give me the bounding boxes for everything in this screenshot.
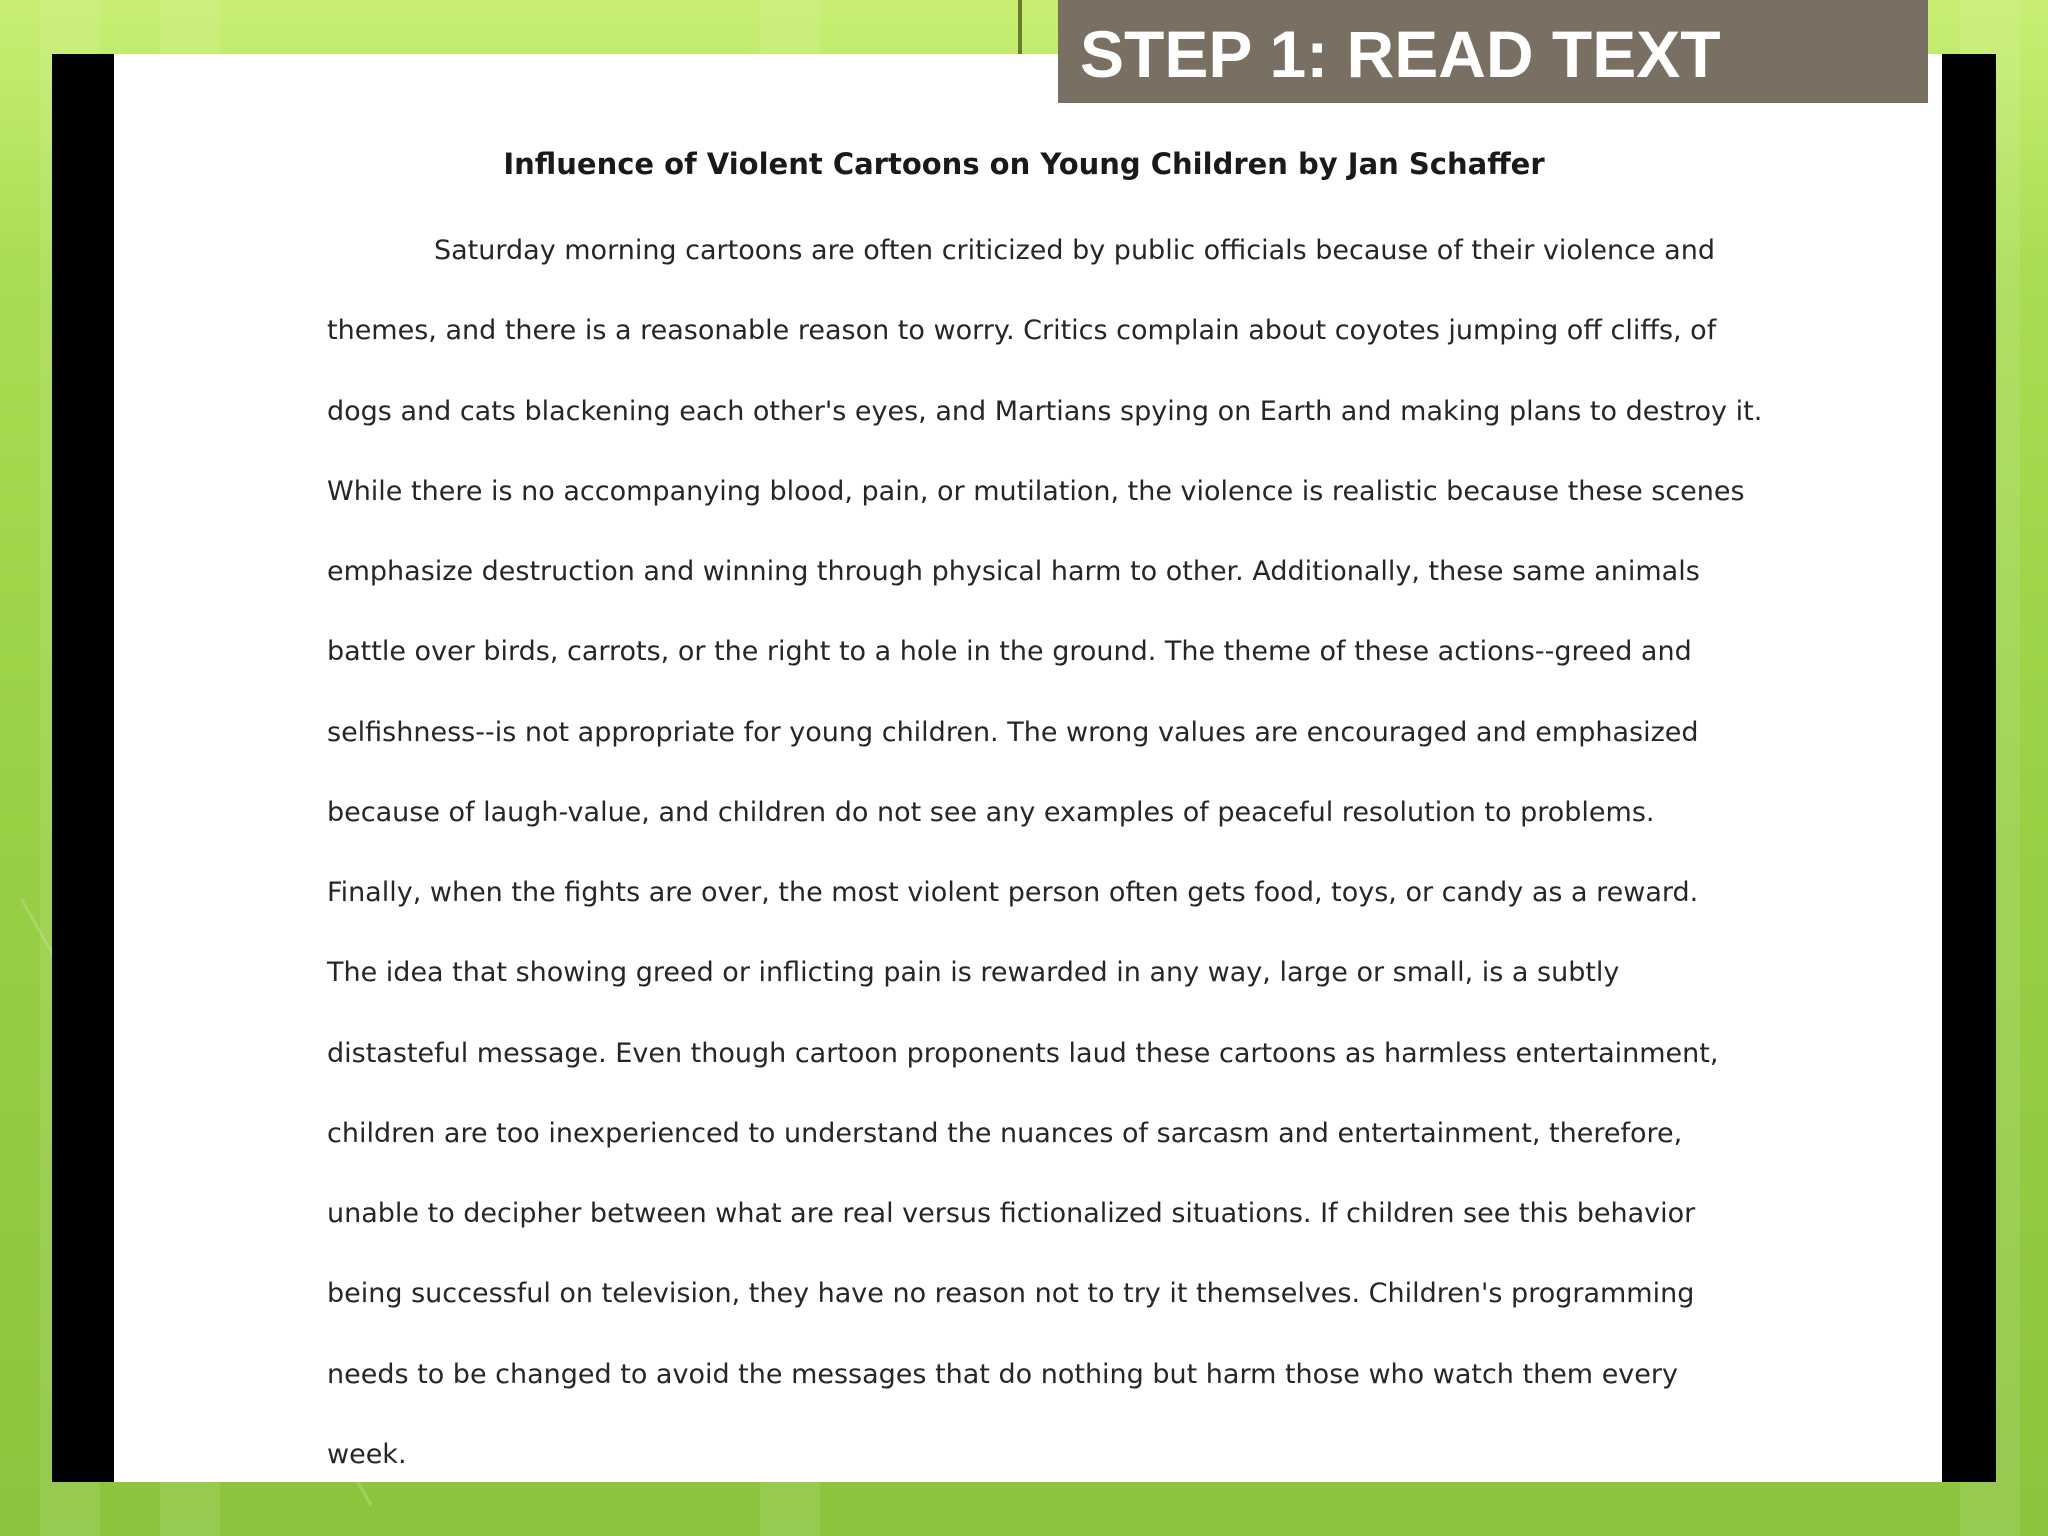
paragraph-line: emphasize destruction and winning through physical harm to other. Additionally, these same animals (327, 556, 1700, 587)
header-divider (1018, 0, 1022, 55)
paragraph-line: selfishness--is not appropriate for young children. The wrong values are encouraged and emphasized (327, 717, 1699, 748)
paragraph-line: Saturday morning cartoons are often criticized by public officials because of their violence and (434, 235, 1715, 266)
paragraph-line: Finally, when the fights are over, the most violent person often gets food, toys, or candy as a reward. (327, 877, 1699, 908)
paragraph-line: needs to be changed to avoid the messages that do nothing but harm those who watch them every (327, 1359, 1678, 1390)
paragraph-line: children are too inexperienced to understand the nuances of sarcasm and entertainment, therefore, (327, 1118, 1683, 1149)
document-title: Influence of Violent Cartoons on Young Children by Jan Schaffer (503, 147, 1545, 181)
paragraph-line: battle over birds, carrots, or the right to a hole in the ground. The theme of these actions--greed and (327, 636, 1692, 667)
step-banner (1058, 0, 1928, 103)
paragraph-line: While there is no accompanying blood, pain, or mutilation, the violence is realistic because these scenes (327, 476, 1745, 507)
paragraph-line: The idea that showing greed or inflicting pain is rewarded in any way, large or small, is a subtly (327, 957, 1620, 988)
paragraph-line: being successful on television, they have no reason not to try it themselves. Children's programming (327, 1278, 1695, 1309)
paragraph-line: week. (327, 1439, 407, 1470)
paragraph-line: dogs and cats blackening each other's eyes, and Martians spying on Earth and making plans to destroy it. (327, 396, 1763, 427)
paragraph-line: distasteful message. Even though cartoon proponents laud these cartoons as harmless entertainment, (327, 1038, 1719, 1069)
paragraph-line: unable to decipher between what are real versus fictionalized situations. If children see this behavior (327, 1198, 1696, 1229)
paragraph-line: because of laugh-value, and children do not see any examples of peaceful resolution to problems. (327, 797, 1655, 828)
step-title: STEP 1: READ TEXT (1080, 17, 1721, 91)
paragraph-line: themes, and there is a reasonable reason to worry. Critics complain about coyotes jumping off cliffs, of (327, 315, 1717, 346)
